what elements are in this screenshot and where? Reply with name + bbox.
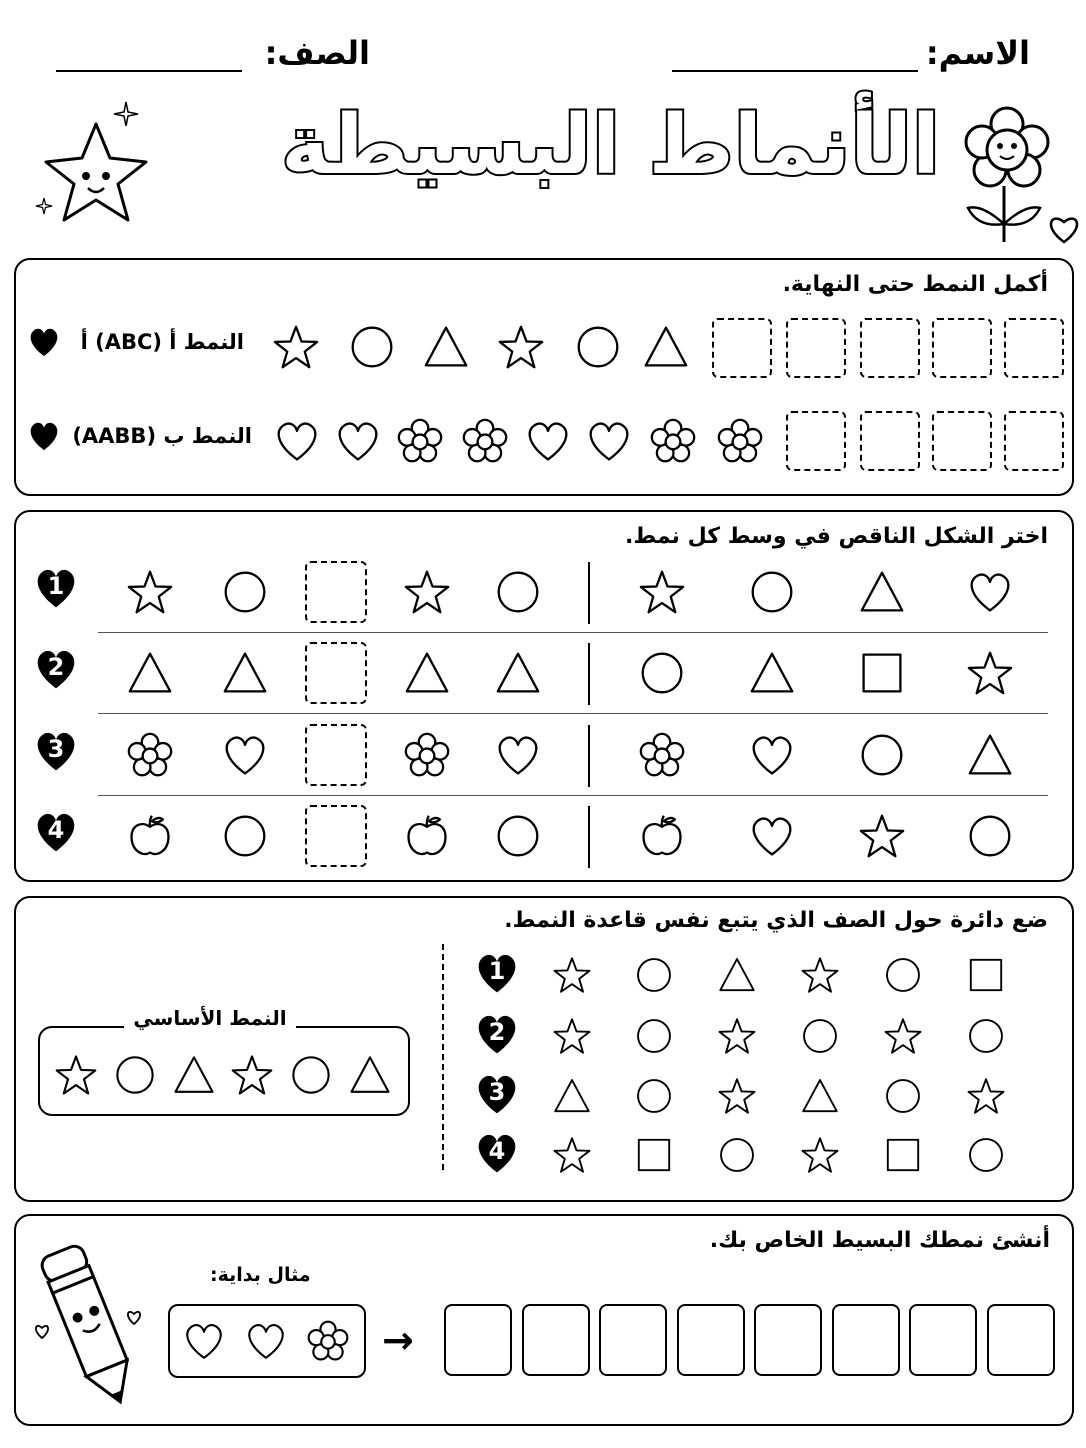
number-badge-2 — [33, 647, 79, 691]
circle-icon[interactable] — [884, 1077, 922, 1115]
star-face-icon — [40, 118, 150, 228]
star-icon — [273, 324, 319, 370]
circle-icon[interactable] — [635, 1077, 673, 1115]
circle-icon[interactable] — [859, 732, 905, 778]
heart-icon — [274, 418, 320, 464]
row-separator — [98, 632, 1048, 633]
pattern-entry-box[interactable] — [754, 1304, 822, 1376]
heart-icon — [495, 732, 541, 778]
pencil-face-icon — [30, 1232, 148, 1412]
triangle-icon — [127, 650, 173, 696]
pattern-entry-box[interactable] — [522, 1304, 590, 1376]
answer-box[interactable] — [786, 318, 846, 378]
pattern-entry-box[interactable] — [599, 1304, 667, 1376]
answer-box[interactable] — [860, 318, 920, 378]
triangle-icon[interactable] — [859, 569, 905, 615]
class-field[interactable] — [56, 70, 242, 72]
star-icon — [127, 569, 173, 615]
circle-icon — [575, 324, 621, 370]
flower-face-icon — [962, 104, 1052, 244]
star-icon — [231, 1054, 273, 1096]
page-title: الأنماط البسيطة — [281, 98, 940, 193]
star-icon[interactable] — [718, 1017, 756, 1055]
square-icon[interactable] — [967, 956, 1005, 994]
circle-icon — [495, 813, 541, 859]
star-icon — [55, 1054, 97, 1096]
flower-icon — [307, 1320, 349, 1362]
flower-icon — [127, 732, 173, 778]
star-icon[interactable] — [718, 1077, 756, 1115]
circle-icon[interactable] — [967, 1017, 1005, 1055]
circle-icon[interactable] — [884, 956, 922, 994]
number-badge-3 — [33, 729, 79, 773]
triangle-icon — [495, 650, 541, 696]
circle-icon[interactable] — [639, 650, 685, 696]
flower-icon — [462, 418, 508, 464]
class-label: الصف: — [264, 34, 370, 72]
row-separator — [98, 795, 1048, 796]
star-icon[interactable] — [553, 1017, 591, 1055]
number-badge-1 — [33, 566, 79, 610]
number-badge-2 — [474, 1012, 520, 1056]
answer-box[interactable] — [712, 318, 772, 378]
heart-icon — [586, 418, 632, 464]
circle-icon[interactable] — [635, 956, 673, 994]
heart-icon — [222, 732, 268, 778]
triangle-icon[interactable] — [553, 1077, 591, 1115]
heart-icon — [525, 418, 571, 464]
row-divider — [588, 643, 590, 705]
example-label: مثال بداية: — [210, 1264, 311, 1286]
star-icon[interactable] — [967, 1077, 1005, 1115]
heart-icon[interactable] — [749, 813, 795, 859]
heart-icon — [183, 1320, 225, 1362]
star-icon — [404, 569, 450, 615]
number-badge-4 — [33, 810, 79, 854]
circle-icon[interactable] — [718, 1136, 756, 1174]
sparkle-icon — [36, 198, 52, 214]
circle-icon — [495, 569, 541, 615]
instruction-create-pattern: أنشئ نمطك البسيط الخاص بك. — [709, 1228, 1050, 1253]
triangle-icon[interactable] — [801, 1077, 839, 1115]
heart-icon[interactable] — [967, 569, 1013, 615]
triangle-icon[interactable] — [718, 956, 756, 994]
answer-box[interactable] — [932, 411, 992, 471]
number-label: 1 — [488, 957, 506, 985]
apple-icon — [404, 813, 450, 859]
flower-icon — [650, 418, 696, 464]
circle-icon[interactable] — [967, 1136, 1005, 1174]
star-icon[interactable] — [553, 1136, 591, 1174]
number-badge-3 — [474, 1072, 520, 1116]
triangle-icon — [423, 324, 469, 370]
square-icon[interactable] — [884, 1136, 922, 1174]
number-label: 4 — [47, 816, 65, 844]
circle-icon[interactable] — [635, 1017, 673, 1055]
pattern-a-label: النمط أ (ABC) أ — [80, 330, 244, 354]
instruction-same-rule: ضع دائرة حول الصف الذي يتبع نفس قاعدة النمط. — [504, 908, 1048, 933]
circle-icon[interactable] — [749, 569, 795, 615]
heart-icon[interactable] — [749, 732, 795, 778]
flower-icon — [397, 418, 443, 464]
answer-box[interactable] — [932, 318, 992, 378]
number-label: 2 — [488, 1018, 506, 1046]
pattern-entry-box[interactable] — [987, 1304, 1055, 1376]
pattern-entry-box[interactable] — [677, 1304, 745, 1376]
circle-icon — [290, 1054, 332, 1096]
circle-icon — [114, 1054, 156, 1096]
apple-icon[interactable] — [639, 813, 685, 859]
circle-icon — [222, 813, 268, 859]
heart-icon — [335, 418, 381, 464]
flower-icon — [404, 732, 450, 778]
star-icon[interactable] — [967, 650, 1013, 696]
triangle-icon — [222, 650, 268, 696]
star-icon[interactable] — [859, 813, 905, 859]
number-label: 3 — [47, 735, 65, 763]
section-missing-shape — [14, 510, 1074, 882]
instruction-complete-pattern: أكمل النمط حتى النهاية. — [782, 272, 1048, 297]
number-label: 4 — [488, 1137, 506, 1165]
star-icon[interactable] — [801, 1136, 839, 1174]
triangle-icon — [349, 1054, 391, 1096]
missing-shape-box[interactable] — [305, 561, 367, 623]
star-icon — [498, 324, 544, 370]
heart-bullet-icon — [27, 326, 61, 358]
number-label: 3 — [488, 1078, 506, 1106]
triangle-icon[interactable] — [749, 650, 795, 696]
flower-icon[interactable] — [639, 732, 685, 778]
number-badge-1 — [474, 951, 520, 995]
name-field[interactable] — [672, 70, 918, 72]
name-label: الاسم: — [925, 34, 1030, 72]
star-icon[interactable] — [801, 956, 839, 994]
pattern-b-label: النمط ب (AABB) — [72, 424, 252, 448]
heart-icon — [1048, 214, 1080, 244]
circle-icon — [349, 324, 395, 370]
circle-icon — [222, 569, 268, 615]
heart-icon — [245, 1320, 287, 1362]
circle-icon[interactable] — [801, 1017, 839, 1055]
triangle-icon — [643, 324, 689, 370]
answer-box[interactable] — [860, 411, 920, 471]
missing-shape-box[interactable] — [305, 805, 367, 867]
number-label: 1 — [47, 572, 65, 600]
missing-shape-box[interactable] — [305, 642, 367, 704]
arrow-icon: → — [382, 1318, 414, 1362]
base-pattern-label: النمط الأساسي — [133, 1006, 287, 1030]
answer-box[interactable] — [1004, 411, 1064, 471]
pattern-entry-box[interactable] — [832, 1304, 900, 1376]
square-icon[interactable] — [859, 650, 905, 696]
circle-icon[interactable] — [967, 813, 1013, 859]
row-divider — [588, 725, 590, 787]
missing-shape-box[interactable] — [305, 724, 367, 786]
heart-bullet-icon — [27, 420, 61, 452]
sparkle-icon — [114, 102, 138, 126]
answer-box[interactable] — [1004, 318, 1064, 378]
triangle-icon — [173, 1054, 215, 1096]
flower-icon — [717, 418, 763, 464]
row-divider — [588, 562, 590, 624]
number-label: 2 — [47, 653, 65, 681]
number-badge-4 — [474, 1131, 520, 1175]
triangle-icon — [404, 650, 450, 696]
square-icon[interactable] — [635, 1136, 673, 1174]
row-divider — [588, 806, 590, 868]
row-separator — [98, 713, 1048, 714]
pattern-entry-box[interactable] — [444, 1304, 512, 1376]
star-icon[interactable] — [884, 1017, 922, 1055]
apple-icon — [127, 813, 173, 859]
pattern-entry-box[interactable] — [909, 1304, 977, 1376]
answer-box[interactable] — [786, 411, 846, 471]
star-icon[interactable] — [639, 569, 685, 615]
divider — [442, 944, 444, 1170]
instruction-missing-shape: اختر الشكل الناقص في وسط كل نمط. — [625, 524, 1048, 549]
triangle-icon[interactable] — [967, 732, 1013, 778]
star-icon[interactable] — [553, 956, 591, 994]
